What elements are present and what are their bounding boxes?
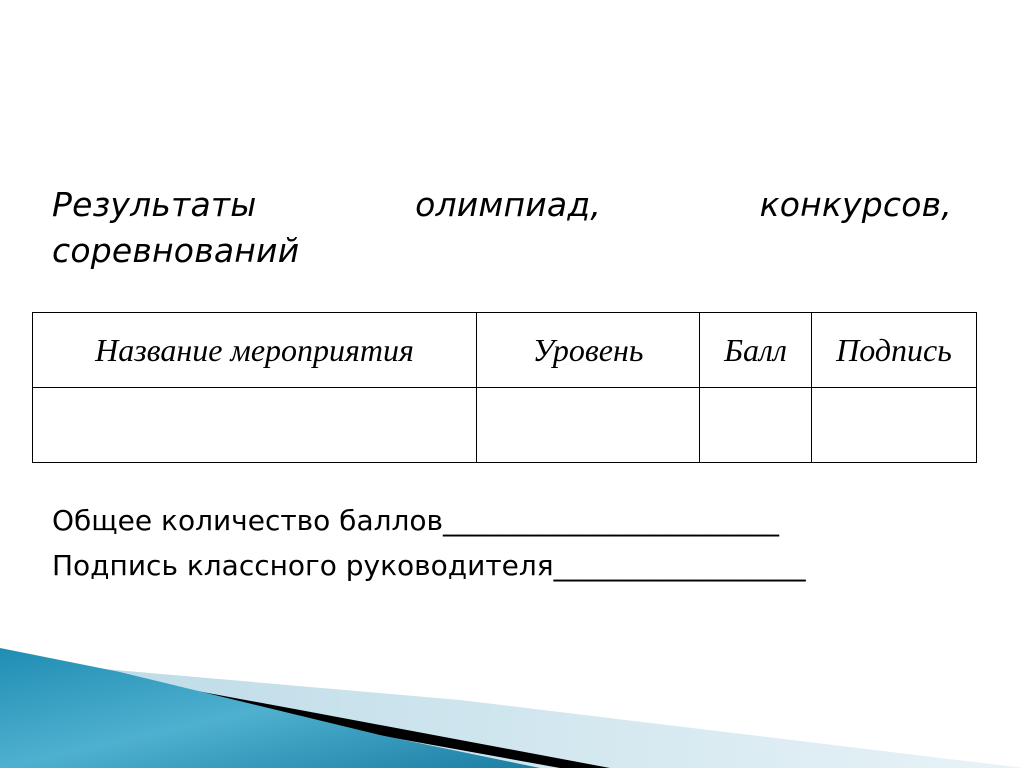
column-header-event-name: Название мероприятия [33,313,477,388]
light-wave [0,660,1024,768]
results-table [32,312,977,463]
title-line-1 [52,182,952,228]
total-points-line: Общее количество баллов________________________ [52,504,780,537]
table-cell [477,388,700,463]
teacher-signature-line: Подпись классного руководителя__________________ [52,549,806,582]
title-word: олимпиад, [415,185,602,224]
column-header-score: Балл [700,313,812,388]
page-title [52,182,952,274]
teal-wave [0,648,540,768]
title-word: конкурсов, [759,185,952,224]
table-row [33,388,977,463]
table-cell [700,388,812,463]
shadow-wave [40,662,610,768]
table-cell [33,388,477,463]
summary-block [52,498,806,588]
title-line-2: соревнований [52,231,300,270]
column-header-level: Уровень [477,313,700,388]
table-cell [812,388,977,463]
title-word: Результаты [52,185,257,224]
table-header-row [33,313,977,388]
column-header-signature: Подпись [812,313,977,388]
